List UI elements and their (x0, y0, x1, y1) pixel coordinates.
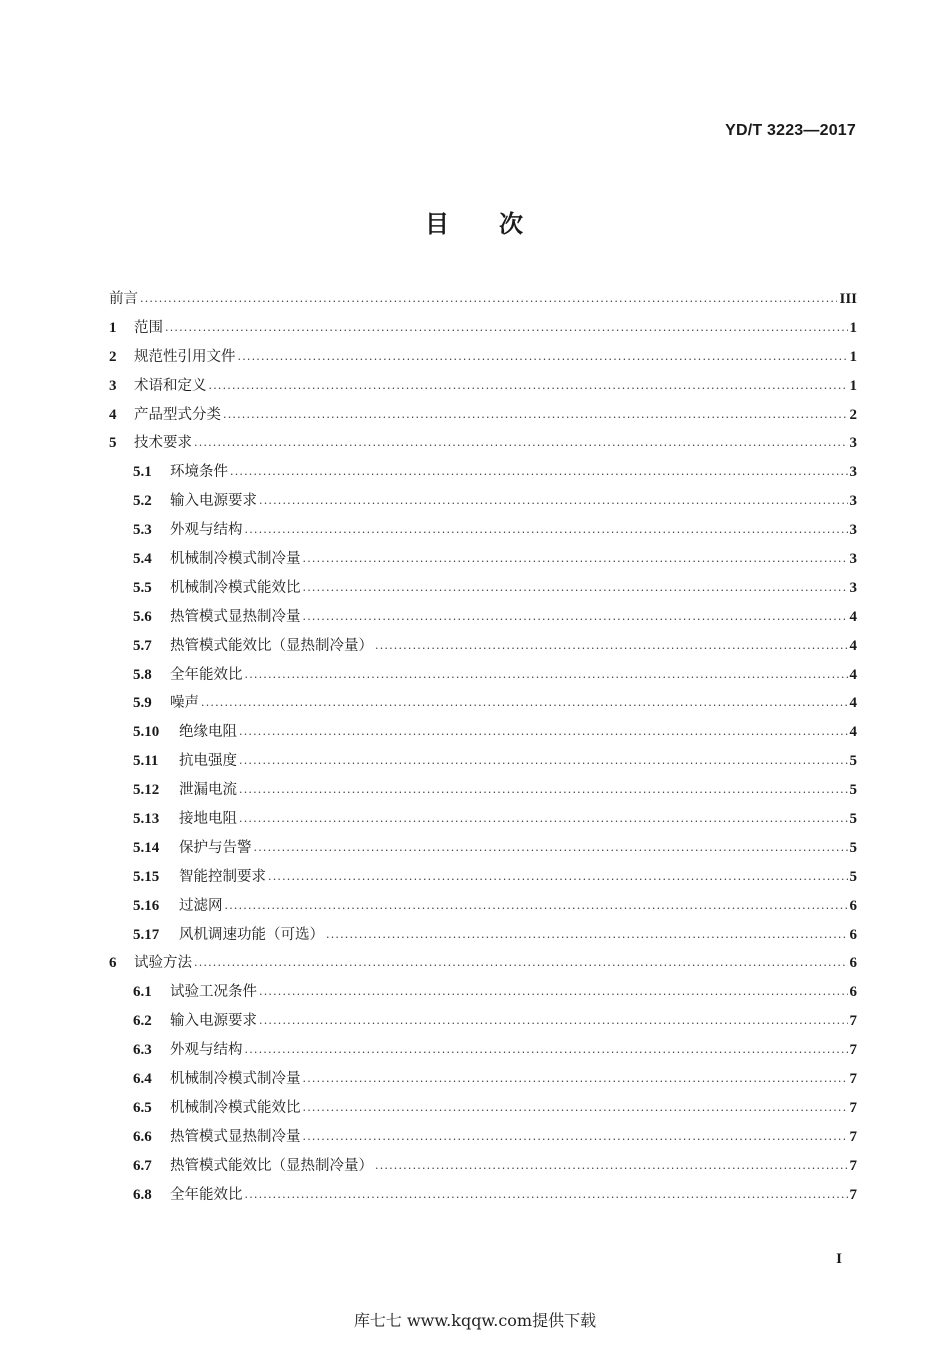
toc-entry-number: 6.3 (133, 1042, 152, 1059)
toc-entry-label: 机械制冷模式制冷量 (170, 551, 301, 568)
toc-entry[interactable] (109, 1067, 857, 1096)
toc-leader-dots (194, 956, 848, 969)
toc-entry-number: 2 (109, 348, 117, 365)
toc-entry-page: 3 (849, 551, 857, 568)
toc-entry[interactable] (109, 605, 857, 634)
toc-entry-label: 热管模式能效比（显热制冷量） (170, 1157, 373, 1174)
toc-entry-number: 5.15 (133, 868, 160, 885)
toc-entry-label: 绝缘电阻 (179, 724, 237, 741)
toc-leader-dots (140, 292, 837, 305)
toc-entry[interactable] (109, 460, 857, 489)
toc-entry[interactable] (109, 374, 857, 403)
toc-leader-dots (201, 696, 848, 709)
toc-entry-label: 外观与结构 (170, 522, 243, 539)
toc-entry[interactable] (109, 1038, 857, 1067)
toc-entry-label: 泄漏电流 (179, 782, 237, 799)
toc-entry-label: 输入电源要求 (170, 1013, 257, 1030)
toc-leader-dots (303, 1101, 848, 1114)
toc-entry-number: 5.12 (133, 782, 160, 799)
toc-entry-page: 7 (849, 1157, 857, 1174)
toc-entry[interactable] (109, 403, 857, 432)
toc-entry-page: 5 (849, 839, 857, 856)
toc-entry-number: 1 (109, 319, 117, 336)
toc-entry-page: 5 (849, 782, 857, 799)
toc-entry[interactable] (109, 1096, 857, 1125)
toc-leader-dots (303, 552, 848, 565)
toc-entry-number: 5.9 (133, 695, 152, 712)
toc-entry-page: 3 (849, 493, 857, 510)
toc-leader-dots (303, 1130, 848, 1143)
toc-entry-label: 试验工况条件 (170, 984, 257, 1001)
toc-leader-dots (245, 668, 848, 681)
toc-entry[interactable] (109, 663, 857, 692)
toc-leader-dots (259, 494, 848, 507)
toc-entry-number: 6.2 (133, 1013, 152, 1030)
toc-entry-page: 1 (849, 319, 857, 336)
toc-entry-label: 热管模式显热制冷量 (170, 608, 301, 625)
toc-entry-label: 机械制冷模式能效比 (170, 579, 301, 596)
toc-entry-page: 4 (849, 695, 857, 712)
toc-entry-page: 7 (849, 1013, 857, 1030)
toc-leader-dots (303, 610, 848, 623)
toc-leader-dots (238, 350, 848, 363)
toc-entry-label: 输入电源要求 (170, 493, 257, 510)
toc-entry-number: 5.3 (133, 522, 152, 539)
toc-leader-dots (259, 985, 848, 998)
toc-leader-dots (209, 379, 848, 392)
toc-entry-number: 5.7 (133, 637, 152, 654)
toc-leader-dots (223, 408, 848, 421)
toc-entry[interactable] (109, 923, 857, 952)
toc-entry-label: 全年能效比 (170, 1186, 243, 1203)
toc-entry-page: 4 (849, 666, 857, 683)
toc-leader-dots (303, 1072, 848, 1085)
toc-entry-number: 6.6 (133, 1128, 152, 1145)
toc-entry-number: 6.4 (133, 1071, 152, 1088)
toc-entry-number: 5.6 (133, 608, 152, 625)
table-of-contents (109, 287, 857, 1212)
toc-leader-dots (254, 841, 848, 854)
toc-entry-number: 5.8 (133, 666, 152, 683)
toc-entry-number: 5.10 (133, 724, 160, 741)
toc-entry[interactable] (109, 865, 857, 894)
toc-entry-label: 接地电阻 (179, 811, 237, 828)
toc-entry-number: 5.11 (133, 753, 159, 770)
toc-entry-number: 5.2 (133, 493, 152, 510)
toc-entry-label: 机械制冷模式能效比 (170, 1099, 301, 1116)
toc-entry-label: 全年能效比 (170, 666, 243, 683)
toc-entry[interactable] (109, 691, 857, 720)
toc-entry-label: 风机调速功能（可选） (179, 926, 324, 943)
toc-leader-dots (239, 783, 848, 796)
toc-entry-page: 1 (849, 348, 857, 365)
toc-entry[interactable] (109, 518, 857, 547)
toc-entry-number: 6.7 (133, 1157, 152, 1174)
toc-leader-dots (375, 1159, 848, 1172)
toc-entry-page: 4 (849, 724, 857, 741)
toc-entry[interactable] (109, 951, 857, 980)
toc-entry-label: 术语和定义 (134, 377, 207, 394)
toc-entry-label: 过滤网 (179, 897, 223, 914)
toc-entry-page: 7 (849, 1099, 857, 1116)
page-number: I (836, 1251, 842, 1267)
toc-entry-label: 环境条件 (170, 464, 228, 481)
toc-entry-label: 智能控制要求 (179, 868, 266, 885)
toc-entry-label: 前言 (109, 291, 138, 307)
toc-leader-dots (245, 1043, 848, 1056)
toc-entry-page: 6 (849, 897, 857, 914)
toc-leader-dots (194, 436, 848, 449)
toc-title (0, 204, 950, 239)
toc-entry-label: 热管模式显热制冷量 (170, 1128, 301, 1145)
toc-entry-label: 技术要求 (134, 435, 192, 452)
toc-leader-dots (239, 725, 848, 738)
toc-entry[interactable] (109, 778, 857, 807)
toc-entry-page: 7 (849, 1071, 857, 1088)
toc-entry[interactable] (109, 894, 857, 923)
toc-entry-number: 3 (109, 377, 117, 394)
toc-leader-dots (326, 928, 848, 941)
toc-entry-number: 6 (109, 955, 117, 972)
toc-entry-label: 产品型式分类 (134, 406, 221, 423)
toc-entry[interactable] (109, 287, 857, 316)
toc-entry-page: 3 (849, 464, 857, 481)
toc-entry[interactable] (109, 316, 857, 345)
toc-entry-number: 5.17 (133, 926, 160, 943)
toc-entry-number: 5 (109, 435, 117, 452)
toc-entry-label: 热管模式能效比（显热制冷量） (170, 637, 373, 654)
toc-entry[interactable] (109, 345, 857, 374)
toc-entry-page: 3 (849, 522, 857, 539)
toc-leader-dots (375, 639, 848, 652)
toc-leader-dots (268, 870, 848, 883)
toc-entry-page: 6 (849, 984, 857, 1001)
toc-entry-label: 保护与告警 (179, 839, 252, 856)
toc-entry-page: 7 (849, 1042, 857, 1059)
toc-entry-number: 6.8 (133, 1186, 152, 1203)
toc-entry-number: 5.5 (133, 579, 152, 596)
toc-entry-page: 2 (849, 406, 857, 423)
toc-entry-label: 噪声 (170, 695, 199, 712)
toc-entry-number: 5.14 (133, 839, 160, 856)
toc-entry[interactable] (109, 1183, 857, 1212)
toc-entry-label: 试验方法 (134, 955, 192, 972)
toc-entry[interactable] (109, 1154, 857, 1183)
toc-entry-number: 4 (109, 406, 117, 423)
toc-entry-page: 5 (849, 753, 857, 770)
toc-title-part1: 目 (425, 210, 451, 238)
toc-entry-label: 规范性引用文件 (134, 348, 236, 365)
toc-entry-page: 6 (849, 955, 857, 972)
toc-entry-page: 7 (849, 1128, 857, 1145)
document-code: YD/T 3223—2017 (725, 122, 856, 139)
toc-entry-label: 机械制冷模式制冷量 (170, 1071, 301, 1088)
toc-entry[interactable] (109, 634, 857, 663)
toc-entry-page: 4 (849, 637, 857, 654)
toc-entry[interactable] (109, 547, 857, 576)
toc-entry-number: 6.1 (133, 984, 152, 1001)
toc-entry[interactable] (109, 489, 857, 518)
toc-leader-dots (245, 1188, 848, 1201)
toc-entry-number: 5.1 (133, 464, 152, 481)
toc-entry[interactable] (109, 431, 857, 460)
toc-entry-page: 5 (849, 868, 857, 885)
toc-entry-number: 6.5 (133, 1099, 152, 1116)
toc-entry-page: III (839, 291, 857, 307)
toc-leader-dots (239, 812, 848, 825)
watermark-text: 库七七 www.kqqw.com提供下载 (353, 1311, 597, 1330)
toc-entry-page: 4 (849, 608, 857, 625)
toc-leader-dots (245, 523, 848, 536)
toc-entry-page: 3 (849, 579, 857, 596)
toc-entry[interactable] (109, 1009, 857, 1038)
toc-entry[interactable] (109, 749, 857, 778)
toc-entry[interactable] (109, 1125, 857, 1154)
toc-entry-number: 5.4 (133, 551, 152, 568)
toc-entry-page: 6 (849, 926, 857, 943)
toc-entry[interactable] (109, 836, 857, 865)
toc-leader-dots (225, 899, 848, 912)
toc-title-part2: 次 (499, 210, 525, 238)
toc-entry-label: 外观与结构 (170, 1042, 243, 1059)
toc-entry[interactable] (109, 720, 857, 749)
toc-entry[interactable] (109, 980, 857, 1009)
toc-leader-dots (239, 754, 848, 767)
toc-leader-dots (230, 465, 848, 478)
toc-entry-label: 抗电强度 (179, 753, 237, 770)
toc-entry-number: 5.13 (133, 811, 160, 828)
toc-entry-number: 5.16 (133, 897, 160, 914)
toc-entry-label: 范围 (134, 319, 163, 336)
toc-entry-page: 3 (849, 435, 857, 452)
toc-entry[interactable] (109, 807, 857, 836)
toc-leader-dots (303, 581, 848, 594)
toc-leader-dots (165, 321, 848, 334)
toc-entry-page: 7 (849, 1186, 857, 1203)
toc-entry[interactable] (109, 576, 857, 605)
toc-entry-page: 5 (849, 811, 857, 828)
toc-entry-page: 1 (849, 377, 857, 394)
toc-leader-dots (259, 1014, 848, 1027)
